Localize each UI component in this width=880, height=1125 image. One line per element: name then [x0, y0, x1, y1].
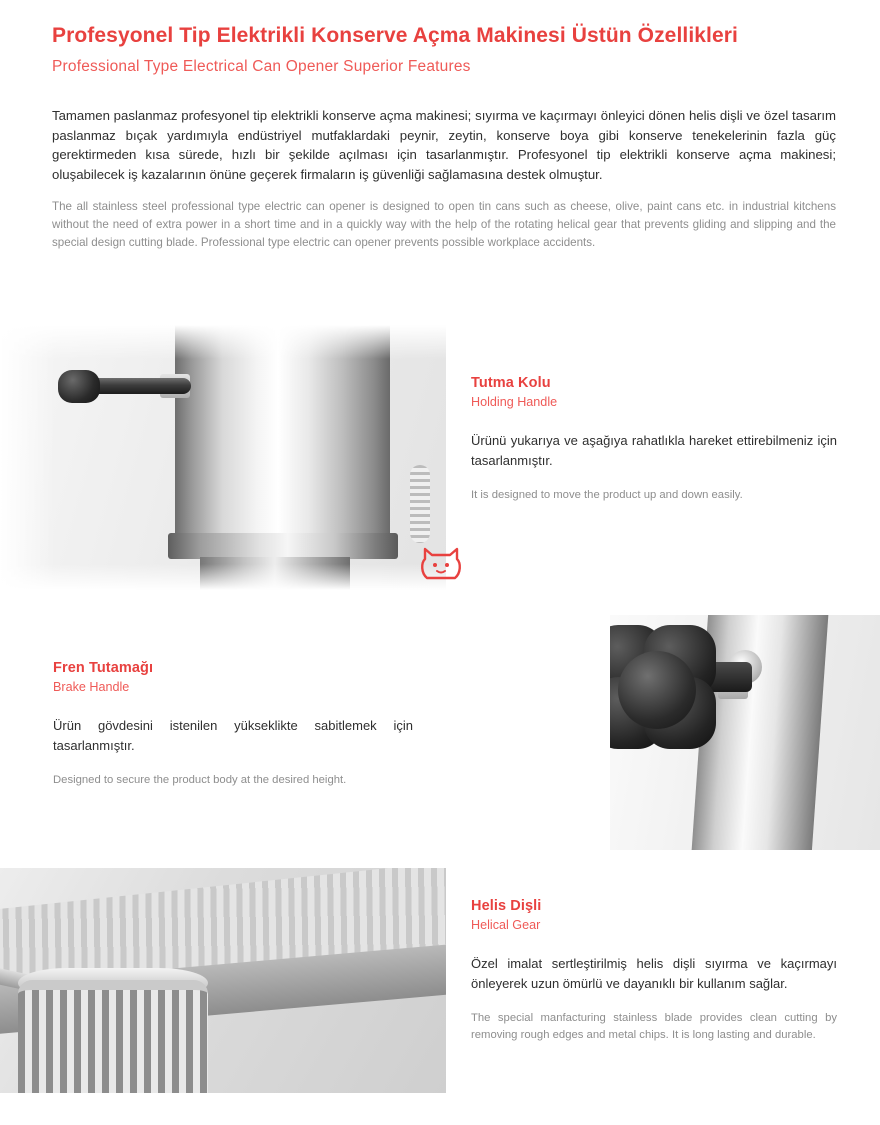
feature-text-holding-handle [471, 375, 837, 504]
feature-title-en: Helical Gear [471, 918, 541, 932]
feature-title-tr: Fren Tutamağı [53, 660, 154, 676]
feature-text-tr: Özel imalat sertleştirilmiş helis dişli sıyırma ve kaçırmayı önleyerek uzun ömürlü ve dayanıklı bir kullanım sağlar. [471, 956, 837, 991]
page-subtitle: Professional Type Electrical Can Opener Superior Features [52, 58, 471, 76]
spring-shape [410, 465, 430, 543]
feature-title-tr: Tutma Kolu [471, 375, 551, 391]
feature-title-tr: Helis Dişli [471, 898, 542, 914]
intro-paragraph-en: The all stainless steel professional type electric can opener is designed to open tin cans such as cheese, olive, paint cans etc. in industrial kitchens without the need of extra power in a short time and in a quickly way with the help of the rotating helical gear that prevents gliding and slipping and the special design cutting blade. Professional type electric can opener prevents possible workplace accidents. [52, 200, 836, 250]
page-title: Profesyonel Tip Elektrikli Konserve Açma Makinesi Üstün Özellikleri [52, 24, 738, 47]
intro-section [0, 76, 880, 252]
feature-block-brake-handle [0, 615, 880, 850]
feature-text-en: The special manfacturing stainless blade provides clean cutting by removing rough edges and metal chips. It is long lasting and durable. [471, 1012, 837, 1041]
holding-handle-photo [0, 325, 446, 590]
intro-paragraph-tr: Tamamen paslanmaz profesyonel tip elektrikli konserve açma makinesi; sıyırma ve kaçırmayı önleyici dönen helis dişli ve özel tasarım paslanmaz bıçak yardımıyla endüstriyel mutfaklardaki peynir, zeytin, konserve boya gibi konserve tenekelerinin fazla güç gerektirmeden kısa sürede, hızlı bir şekilde açılması için tasarlanmıştır. Profesyonel tip elektrikli konserve açma makinesi; oluşabilecek iş kazalarının önüne geçerek firmaların iş güvenliği sağlamasına destek olmuştur. [52, 108, 836, 182]
handle-knob-shape [58, 370, 100, 403]
feature-title-en: Brake Handle [53, 680, 130, 694]
brake-handle-photo [610, 615, 880, 850]
feature-text-tr: Ürünü yukarıya ve aşağıya rahatlıkla hareket ettirebilmeniz için tasarlanmıştır. [471, 433, 837, 468]
feature-text-en: It is designed to move the product up and down easily. [471, 489, 743, 501]
feature-block-helical-gear [0, 868, 880, 1113]
feature-text-tr: Ürün gövdesini istenilen yükseklikte sabitlemek için tasarlanmıştır. [53, 718, 413, 753]
machine-base-shape [168, 533, 398, 559]
helical-gear-photo [0, 868, 446, 1093]
photo-fade-top [0, 325, 446, 359]
handle-rod-shape [86, 378, 191, 394]
feature-text-en: Designed to secure the product body at the desired height. [53, 774, 347, 786]
knob-center-shape [618, 651, 696, 729]
cat-logo-icon [415, 545, 467, 583]
photo-fade-left [0, 325, 55, 590]
feature-title-en: Holding Handle [471, 395, 558, 409]
gear-shape [18, 980, 208, 1093]
page-header [0, 0, 880, 76]
photo-fade-bottom [0, 564, 446, 590]
feature-text-helical-gear [471, 898, 837, 1044]
star-knob-shape [610, 625, 722, 755]
feature-text-brake-handle [53, 660, 413, 789]
